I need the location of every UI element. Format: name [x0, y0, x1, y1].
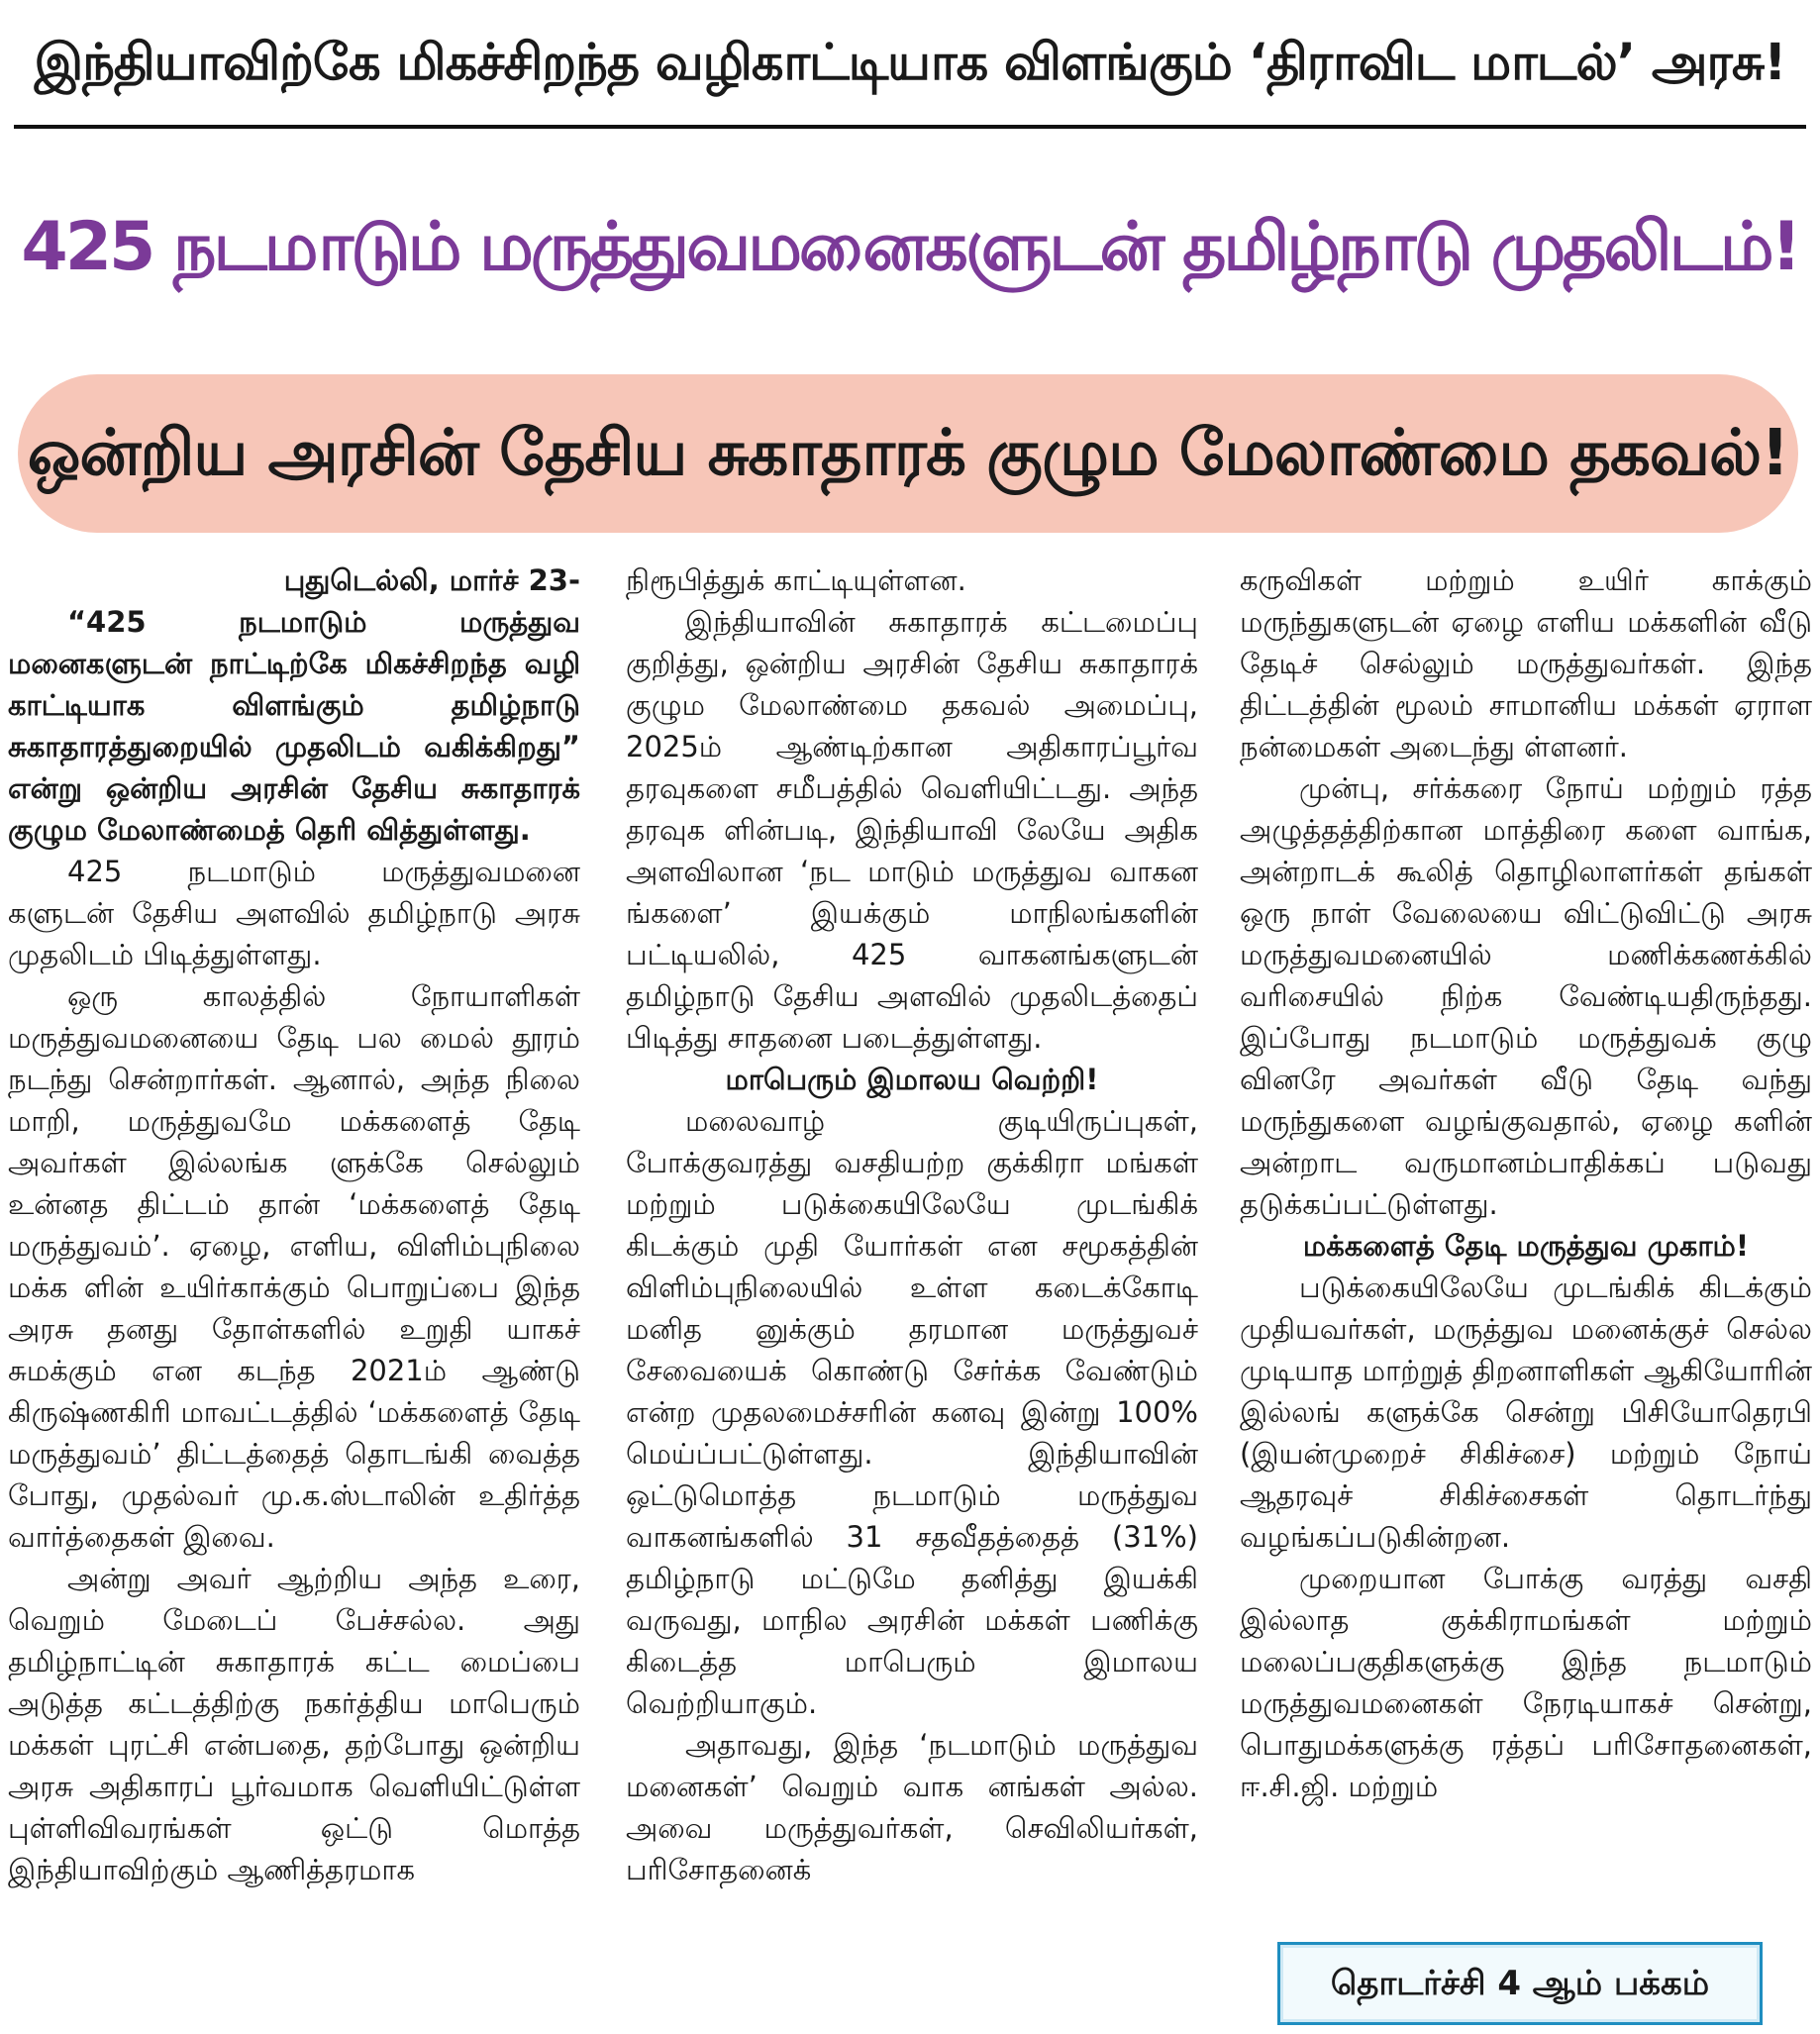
paragraph: முறையான போக்கு வரத்து வசதி இல்லாத குக்கிராமங்கள் மற்றும் மலைப்பகுதிகளுக்கு இந்த நடமாடும் மருத்துவமனைகள் நேரடியாகச் சென்று, பொதுமக்களுக்கு ரத்தப் பரிசோதனைகள், ஈ.சி.ஜி. மற்றும்: [1240, 1562, 1812, 1803]
article-column-1: [8, 559, 580, 1890]
article-column-3: [1240, 559, 1812, 1807]
paragraph: மலைவாழ் குடியிருப்புகள், போக்குவரத்து வசதியற்ற குக்கிரா மங்கள் மற்றும் படுக்கையிலேயே முடங்கிக் கிடக்கும் முதி யோர்கள் என சமூகத்தின் விளிம்புநிலையில் உள்ள கடைக்கோடி மனித னுக்கும் தரமான மருத்துவச் சேவையைக் கொண்டு சேர்க்க வேண்டும் என்ற முதலமைச்சரின் கனவு இன்று 100% மெய்ப்பட்டுள்ளது. இந்தியாவின் ஒட்டுமொத்த நடமாடும் மருத்துவ வாகனங்களில் 31 சதவீதத்தைத் (31%) தமிழ்நாடு மட்டுமே தனித்து இயக்கி வருவது, மாநில அரசின் மக்கள் பணிக்கு கிடைத்த மாபெரும் இமாலய வெற்றியாகும்.: [626, 1104, 1198, 1720]
subheadline-banner: [18, 374, 1798, 533]
main-headline: 425 நடமாடும் மருத்துவமனைகளுடன் தமிழ்நாடு முதலிடம்!: [21, 208, 1799, 286]
paragraph: கருவிகள் மற்றும் உயிர் காக்கும் மருந்துகளுடன் ஏழை எளிய மக்களின் வீடு தேடிச் செல்லும் மருத்துவர்கள். இந்த திட்டத்தின் மூலம் சாமானிய மக்கள் ஏராள நன்மைகள் அடைந்து ள்ளனர்.: [1240, 563, 1812, 763]
paragraph: 425 நடமாடும் மருத்துவமனை களுடன் தேசிய அளவில் தமிழ்நாடு அரசு முதலிடம் பிடித்துள்ளது.: [8, 855, 580, 971]
paragraph: ஒரு காலத்தில் நோயாளிகள் மருத்துவமனையை தேடி பல மைல் தூரம் நடந்து சென்றார்கள். ஆனால், அந்த நிலை மாறி, மருத்துவமே மக்களைத் தேடி அவர்கள் இல்லங்க ளுக்கே செல்லும் உன்னத திட்டம் தான் ‘மக்களைத் தேடி மருத்துவம்’. ஏழை, எளிய, விளிம்புநிலை மக்க ளின் உயிர்காக்கும் பொறுப்பை இந்த அரசு தனது தோள்களில் உறுதி யாகச் சுமக்கும் என கடந்த 2021ம் ஆண்டு கிருஷ்ணகிரி மாவட்டத்தில் ‘மக்களைத் தேடி மருத்துவம்’ திட்டத்தைத் தொடங்கி வைத்த போது, முதல்வர் மு.க.ஸ்டாலின் உதிர்த்த வார்த்தைகள் இவை.: [8, 979, 580, 1554]
divider-rule: [14, 125, 1806, 129]
section-subhead: மாபெரும் இமாலய வெற்றி!: [725, 1063, 1099, 1096]
section-subhead: மக்களைத் தேடி மருத்துவ முகாம்!: [1302, 1229, 1750, 1263]
paragraph: அதாவது, இந்த ‘நடமாடும் மருத்துவ மனைகள்’ வெறும் வாக னங்கள் அல்ல. அவை மருத்துவர்கள், செவிலியர்கள், பரிசோதனைக்: [626, 1728, 1198, 1886]
continuation-label: தொடர்ச்சி 4 ஆம் பக்கம்: [1330, 1964, 1710, 2003]
subheadline-text: ஒன்றிய அரசின் தேசிய சுகாதாரக் குழும மேலாண்மை தகவல்!: [27, 417, 1789, 490]
paragraph: படுக்கையிலேயே முடங்கிக் கிடக்கும் முதியவர்கள், மருத்துவ மனைக்குச் செல்ல முடியாத மாற்றுத் திறனாளிகள் ஆகியோரின் இல்லங் களுக்கே சென்று பிசியோதெரபி (இயன்முறைச் சிகிச்சை) மற்றும் நோய் ஆதரவுச் சிகிச்சைகள் தொடர்ந்து வழங்கப்படுகின்றன.: [1240, 1271, 1812, 1554]
paragraph: அன்று அவர் ஆற்றிய அந்த உரை, வெறும் மேடைப் பேச்சல்ல. அது தமிழ்நாட்டின் சுகாதாரக் கட்ட மைப்பை அடுத்த கட்டத்திற்கு நகர்த்திய மாபெரும் மக்கள் புரட்சி என்பதை, தற்போது ஒன்றிய அரசு அதிகாரப் பூர்வமாக வெளியிட்டுள்ள புள்ளிவிவரங்கள் ஒட்டு மொத்த இந்தியாவிற்கும் ஆணித்தரமாக: [8, 1562, 580, 1886]
dateline: புதுடெல்லி, மார்ச் 23-: [283, 563, 580, 597]
paragraph: இந்தியாவின் சுகாதாரக் கட்டமைப்பு குறித்து, ஒன்றிய அரசின் தேசிய சுகாதாரக் குழும மேலாண்மை தகவல் அமைப்பு, 2025ம் ஆண்டிற்கான அதிகாரப்பூர்வ தரவுகளை சமீபத்தில் வெளியிட்டது. அந்த தரவுக ளின்படி, இந்தியாவி லேயே அதிக அளவிலான ‘நட மாடும் மருத்துவ வாகன ங்களை’ இயக்கும் மாநிலங்களின் பட்டியலில், 425 வாகனங்களுடன் தமிழ்நாடு தேசிய அளவில் முதலிடத்தைப் பிடித்து சாதனை படைத்துள்ளது.: [626, 605, 1198, 1055]
continuation-box: [1277, 1942, 1763, 2025]
paragraph: நிரூபித்துக் காட்டியுள்ளன.: [626, 563, 966, 597]
lead-paragraph: “425 நடமாடும் மருத்துவ மனைகளுடன் நாட்டிற்கே மிகச்சிறந்த வழி காட்டியாக விளங்கும் தமிழ்நாடு சுகாதாரத்துறையில் முதலிடம் வகிக்கிறது” என்று ஒன்றிய அரசின் தேசிய சுகாதாரக் குழும மேலாண்மைத் தெரி வித்துள்ளது.: [8, 605, 580, 847]
article-column-2: [626, 559, 1198, 1890]
paragraph: முன்பு, சர்க்கரை நோய் மற்றும் ரத்த அழுத்தத்திற்கான மாத்திரை களை வாங்க, அன்றாடக் கூலித் தொழிலாளர்கள் தங்கள் ஒரு நாள் வேலையை விட்டுவிட்டு அரசு மருத்துவமனையில் மணிக்கணக்கில் வரிசையில் நிற்க வேண்டியதிருந்தது. இப்போது நடமாடும் மருத்துவக் குழு வினரே அவர்கள் வீடு தேடி வந்து மருந்துகளை வழங்குவதால், ஏழை களின் அன்றாட வருமானம்பாதிக்கப் படுவது தடுக்கப்பட்டுள்ளது.: [1240, 771, 1812, 1221]
kicker-headline: இந்தியாவிற்கே மிகச்சிறந்த வழிகாட்டியாக விளங்கும் ‘திராவிட மாடல்’ அரசு!: [34, 34, 1786, 92]
